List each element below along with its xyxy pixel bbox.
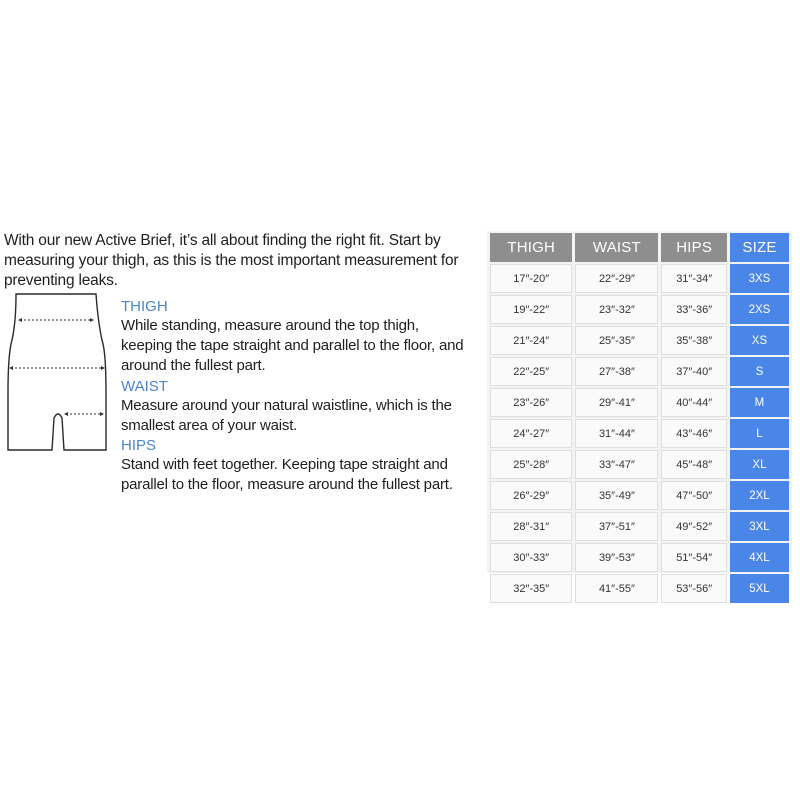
- thigh-cell: 22″-25″: [490, 357, 572, 386]
- waist-title: WAIST: [121, 378, 168, 395]
- waist-cell: 22″-29″: [575, 264, 658, 293]
- size-cell: XL: [730, 450, 789, 479]
- thigh-cell: 17″-20″: [490, 264, 572, 293]
- table-row: [490, 512, 789, 541]
- table-row: [490, 388, 789, 417]
- waist-cell: 25″-35″: [575, 326, 658, 355]
- hips-cell: 53″-56″: [661, 574, 727, 603]
- table-row: [490, 264, 789, 293]
- brief-diagram-icon: [2, 292, 108, 454]
- waist-cell: 39″-53″: [575, 543, 658, 572]
- size-chart: [487, 231, 792, 595]
- size-cell: 5XL: [730, 574, 789, 603]
- hips-cell: 47″-50″: [661, 481, 727, 510]
- hips-cell: 33″-36″: [661, 295, 727, 324]
- size-cell: S: [730, 357, 789, 386]
- waist-cell: 27″-38″: [575, 357, 658, 386]
- hips-header: HIPS: [661, 233, 727, 262]
- intro-text: With our new Active Brief, it’s all about finding the right fit. Start by measuring your thigh, as this is the most important measurement for preventing leaks.: [4, 232, 459, 289]
- table-row: [490, 450, 789, 479]
- table-header-row: [490, 233, 789, 262]
- thigh-cell: 23″-26″: [490, 388, 572, 417]
- hips-section: [121, 437, 471, 495]
- waist-cell: 33″-47″: [575, 450, 658, 479]
- thigh-header: THIGH: [490, 233, 572, 262]
- size-cell: XS: [730, 326, 789, 355]
- hips-title: HIPS: [121, 437, 157, 454]
- size-cell: 3XL: [730, 512, 789, 541]
- thigh-cell: 19″-22″: [490, 295, 572, 324]
- size-header: SIZE: [730, 233, 789, 262]
- thigh-section: [121, 298, 471, 376]
- size-cell: 4XL: [730, 543, 789, 572]
- waist-header: WAIST: [575, 233, 658, 262]
- waist-instructions: Measure around your natural waistline, which is the smallest area of your waist.: [121, 397, 452, 434]
- table-row: [490, 326, 789, 355]
- waist-cell: 35″-49″: [575, 481, 658, 510]
- waist-cell: 41″-55″: [575, 574, 658, 603]
- thigh-cell: 28″-31″: [490, 512, 572, 541]
- thigh-cell: 25″-28″: [490, 450, 572, 479]
- size-table: [487, 231, 792, 605]
- thigh-cell: 21″-24″: [490, 326, 572, 355]
- table-row: [490, 357, 789, 386]
- size-cell: L: [730, 419, 789, 448]
- size-cell: M: [730, 388, 789, 417]
- thigh-cell: 30″-33″: [490, 543, 572, 572]
- size-cell: 2XS: [730, 295, 789, 324]
- waist-cell: 29″-41″: [575, 388, 658, 417]
- hips-instructions: Stand with feet together. Keeping tape straight and parallel to the floor, measure around the fullest part.: [121, 456, 453, 493]
- table-row: [490, 481, 789, 510]
- size-cell: 3XS: [730, 264, 789, 293]
- hips-cell: 43″-46″: [661, 419, 727, 448]
- hips-cell: 31″-34″: [661, 264, 727, 293]
- hips-cell: 49″-52″: [661, 512, 727, 541]
- thigh-cell: 24″-27″: [490, 419, 572, 448]
- waist-section: [121, 378, 471, 436]
- table-row: [490, 295, 789, 324]
- waist-cell: 23″-32″: [575, 295, 658, 324]
- size-cell: 2XL: [730, 481, 789, 510]
- thigh-title: THIGH: [121, 298, 168, 315]
- thigh-instructions: While standing, measure around the top thigh, keeping the tape straight and parallel to the floor, and around the fullest part.: [121, 317, 464, 374]
- waist-cell: 37″-51″: [575, 512, 658, 541]
- hips-cell: 51″-54″: [661, 543, 727, 572]
- table-row: [490, 543, 789, 572]
- hips-cell: 35″-38″: [661, 326, 727, 355]
- hips-cell: 40″-44″: [661, 388, 727, 417]
- hips-cell: 45″-48″: [661, 450, 727, 479]
- thigh-cell: 32″-35″: [490, 574, 572, 603]
- hips-cell: 37″-40″: [661, 357, 727, 386]
- thigh-cell: 26″-29″: [490, 481, 572, 510]
- table-row: [490, 419, 789, 448]
- table-row: [490, 574, 789, 603]
- waist-cell: 31″-44″: [575, 419, 658, 448]
